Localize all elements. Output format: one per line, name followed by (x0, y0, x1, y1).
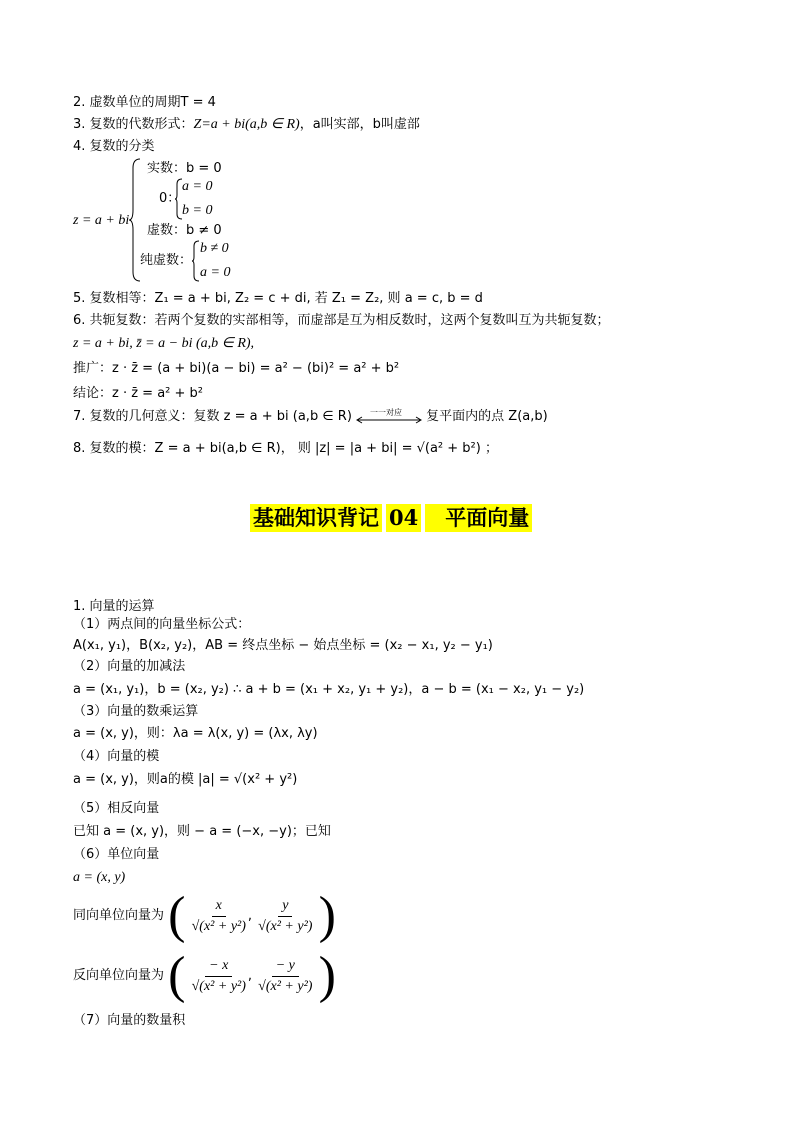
vec-s4-formula: a = (x, y)，则a的模 |a| = √(x² + y²) (73, 772, 298, 787)
vec-s4-title: （4）向量的模 (73, 749, 160, 764)
item-6: 6. 共轭复数：若两个复数的实部相等，而虚部是互为相反数时，这两个复数叫互为共轭复数； (73, 313, 610, 328)
item-4: 4. 复数的分类 (73, 139, 155, 154)
class-pure-label: 纯虚数： (140, 253, 193, 268)
opp-dir-label: 反向单位向量为 (73, 968, 165, 983)
conclusion: 结论：z · z̄ = a² + b² (73, 386, 204, 401)
class-pure-a: a = 0 (200, 265, 231, 280)
vec-s7-title: （7）向量的数量积 (73, 1013, 186, 1028)
same-den-y: √(x² + y²) (258, 918, 313, 934)
item-3-math: Z=a + bi(a,b ∈ R) (193, 117, 300, 132)
same-direction-unit: 同向单位向量为 ( $\frac{x}{\text{√(x² + y²)}}$ , $\frac{y}{\text{√(x² + y²)}}$ ) (73, 887, 336, 944)
opp-frac-y (258, 957, 312, 996)
item-7-suffix: 复平面内的点 Z(a,b) (426, 409, 548, 424)
extension: 推广：z · z̄ = (a + bi)(a − bi) = a² − (bi)² = a² + b² (73, 361, 400, 376)
vec-s5-formula: 已知 a = (x, y)，则 − a = (−x, −y)；已知 (73, 824, 331, 839)
banner-topic: 平面向量 (425, 504, 532, 532)
vec-s1-formula: A(x₁, y₁)，B(x₂, y₂)，AB = 终点坐标 − 始点坐标 = (x₂ − x₁, y₂ − y₁) (73, 638, 493, 653)
opp-num-y: − y (272, 957, 299, 977)
same-num-x: x (212, 897, 226, 917)
item-3-prefix: 3. 复数的代数形式： (73, 117, 194, 132)
item-2: 2. 虚数单位的周期T = 4 (73, 95, 216, 110)
same-frac-x (192, 897, 246, 936)
banner-number: 04 (386, 504, 421, 532)
open-paren: ( (168, 947, 186, 1004)
class-zero-label: 0： (159, 191, 181, 206)
close-paren: ) (318, 947, 336, 1004)
vec-s3-title: （3）向量的数乘运算 (73, 704, 199, 719)
vec-s6-title: （6）单位向量 (73, 847, 160, 862)
opp-num-x: − x (205, 957, 232, 977)
vec-s5-title: （5）相反向量 (73, 801, 160, 816)
item-5: 5. 复数相等：Z₁ = a + bi, Z₂ = c + di, 若 Z₁ = Z₂, 则 a = c, b = d (73, 291, 483, 306)
vec-s3-formula: a = (x, y)，则：λa = λ(x, y) = (λx, λy) (73, 726, 318, 741)
class-zero-a: a = 0 (182, 179, 213, 194)
item-3 (73, 116, 420, 134)
same-frac-y (258, 897, 312, 936)
item-7-prefix: 7. 复数的几何意义：复数 z = a + bi (a,b ∈ R) (73, 409, 352, 424)
class-real: 实数：b = 0 (147, 161, 222, 176)
vec-s2-title: （2）向量的加减法 (73, 659, 186, 674)
opposite-direction-unit: 反向单位向量为 ( $\frac{- x}{\text{√(x² + y²)}}$ , $\frac{- y}{\text{√(x² + y²)}}$ ) (73, 947, 336, 1004)
vec-s1-title: （1）两点间的向量坐标公式： (73, 617, 251, 632)
same-num-y: y (278, 897, 292, 917)
item-3-suffix: ，a叫实部，b叫虚部 (299, 117, 420, 132)
one-to-one-arrow (356, 408, 422, 426)
opp-den-y: √(x² + y²) (258, 978, 313, 994)
class-imag: 虚数：b ≠ 0 (147, 223, 222, 238)
classification-lhs: z = a + bi (73, 213, 130, 228)
vec-s6-formula: a = (x, y) (73, 870, 126, 885)
double-arrow-icon (356, 416, 422, 424)
vec-s2-formula: a = (x₁, y₁)，b = (x₂, y₂) ∴ a + b = (x₁ + x₂, y₁ + y₂)，a − b = (x₁ − x₂, y₁ − y₂) (73, 682, 585, 697)
item-8: 8. 复数的模：Z = a + bi(a,b ∈ R)， 则 |z| = |a + bi| = √(a² + b²) ； (73, 441, 498, 456)
class-pure-b: b ≠ 0 (200, 241, 229, 256)
open-paren: ( (168, 887, 186, 944)
same-dir-label: 同向单位向量为 (73, 908, 165, 923)
arrow-label: 一一对应 (370, 408, 403, 417)
opp-den-x: √(x² + y²) (191, 978, 246, 994)
banner-title: 基础知识背记 (250, 504, 382, 532)
section-banner (250, 504, 532, 532)
same-den-x: √(x² + y²) (191, 918, 246, 934)
pure-brace (191, 240, 200, 282)
class-zero-b: b = 0 (182, 203, 213, 218)
item-7 (73, 408, 548, 426)
vec-item-1: 1. 向量的运算 (73, 599, 155, 614)
conjugate-definition: z = a + bi, z̄ = a − bi (a,b ∈ R), (73, 336, 255, 351)
close-paren: ) (318, 887, 336, 944)
opp-frac-x (192, 957, 246, 996)
